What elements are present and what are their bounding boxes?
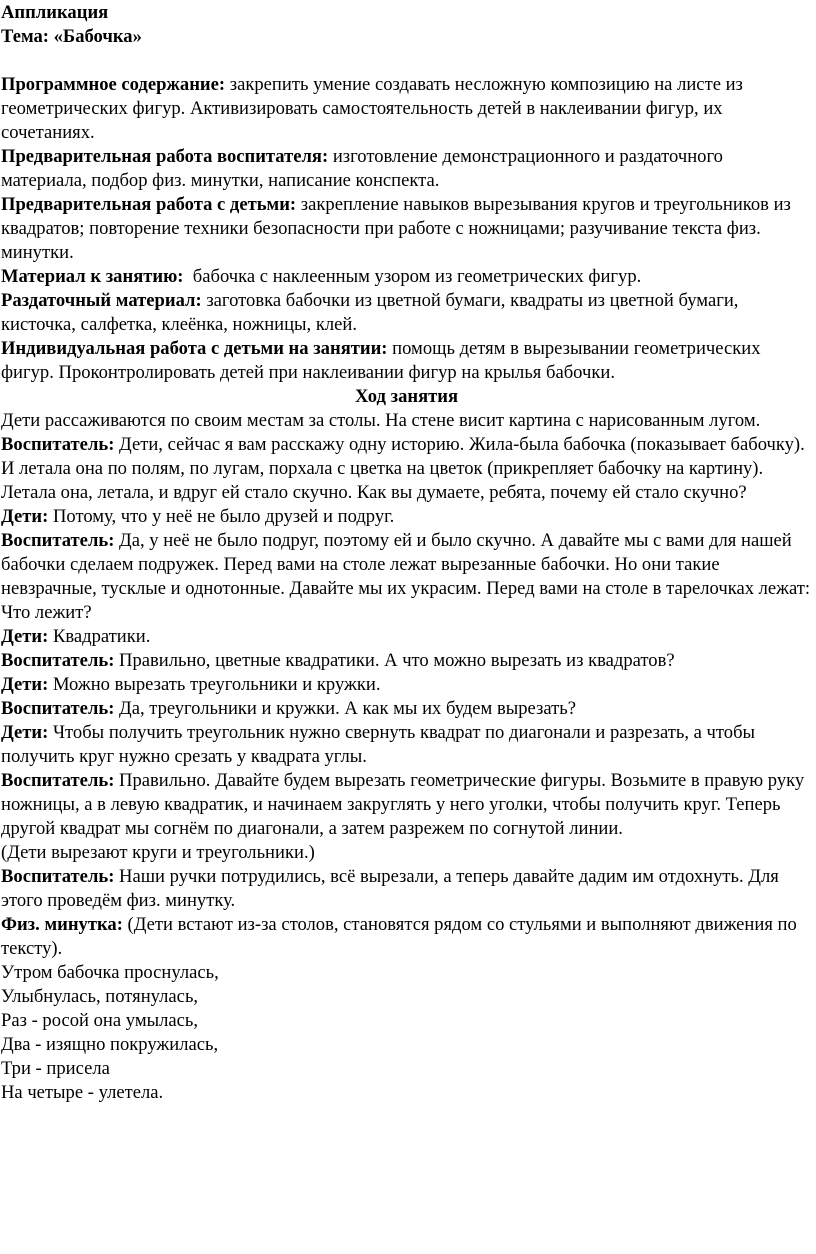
- speaker-label: Воспитатель:: [1, 650, 115, 671]
- dialogue-text: И летала она по полям, по лугам, порхала с цветка на цветок (прикрепляет бабочку на картину).: [1, 458, 764, 479]
- section-teacher-prep: [1, 145, 812, 193]
- section-label: Программное содержание:: [1, 74, 226, 95]
- doc-topic: Тема: «Бабочка»: [1, 26, 142, 47]
- section-children-prep: [1, 193, 812, 265]
- dialogue-line: [1, 457, 812, 481]
- speaker-label: Воспитатель:: [1, 866, 115, 887]
- section-material: [1, 265, 812, 289]
- dialogue-line: [1, 721, 812, 769]
- section-text: помощь детям в вырезывании геометрических фигур. Проконтролировать детей при наклеивании фигур на крылья бабочки.: [1, 338, 761, 383]
- speaker-label: Физ. минутка:: [1, 914, 123, 935]
- speaker-label: Дети:: [1, 674, 49, 695]
- speaker-label: Воспитатель:: [1, 698, 115, 719]
- section-text: закрепить умение создавать несложную композицию на листе из геометрических фигур. Активизировать самостоятельность детей в наклеивании фигур, их сочетаниях.: [1, 74, 743, 143]
- speaker-label: Воспитатель:: [1, 530, 115, 551]
- dialogue-line: [1, 625, 812, 649]
- verse-line: Два - изящно покружилась,: [1, 1034, 219, 1055]
- blank-line: [1, 49, 812, 73]
- speaker-label: Воспитатель:: [1, 434, 115, 455]
- section-label: Предварительная работа с детьми:: [1, 194, 297, 215]
- dialogue-line: [1, 649, 812, 673]
- section-label: Предварительная работа воспитателя:: [1, 146, 329, 167]
- dialogue-line: [1, 913, 812, 961]
- verse: [1, 961, 812, 1105]
- dialogue-text: Да, треугольники и кружки. А как мы их будем вырезать?: [114, 698, 576, 719]
- dialogue-text: Да, у неё не было подруг, поэтому ей и было скучно. А давайте мы с вами для нашей бабочки сделаем подружек. Перед вами на столе лежат вырезанные бабочки. Но они такие невзрачные, тусклые и однотонные. Давайте мы их украсим. Перед вами на столе в тарелочках лежат: Что лежит?: [1, 530, 811, 623]
- dialogue-text: Летала она, летала, и вдруг ей стало скучно. Как вы думаете, ребята, почему ей стало скучно?: [1, 482, 747, 503]
- dialogue-text: Правильно. Давайте будем вырезать геометрические фигуры. Возьмите в правую руку ножницы, а в левую квадратик, и начинаем закруглять у него уголки, чтобы получить круг. Теперь другой квадрат мы согнём по диагонали, а затем разрежем по согнутой линии.: [1, 770, 805, 839]
- section-text: заготовка бабочки из цветной бумаги, квадраты из цветной бумаги, кисточка, салфетка, клеёнка, ножницы, клей.: [1, 290, 739, 335]
- dialogue-text: Правильно, цветные квадратики. А что можно вырезать из квадратов?: [114, 650, 675, 671]
- section-individual: [1, 337, 812, 385]
- verse-line: Улыбнулась, потянулась,: [1, 986, 199, 1007]
- dialogue-text: Чтобы получить треугольник нужно свернуть квадрат по диагонали и разрезать, а чтобы получить круг нужно срезать у квадрата углы.: [1, 722, 756, 767]
- dialogue: [1, 409, 812, 961]
- verse-line: Раз - росой она умылась,: [1, 1010, 199, 1031]
- section-label: Индивидуальная работа с детьми на занятии:: [1, 338, 388, 359]
- section-text: закрепление навыков вырезывания кругов и треугольников из квадратов; повторение техники безопасности при работе с ножницами; разучивание текста физ. минутки.: [1, 194, 791, 263]
- sections: [1, 73, 812, 385]
- course-heading: Ход занятия: [354, 386, 459, 407]
- speaker-label: Воспитатель:: [1, 770, 115, 791]
- document-page: [1, 0, 812, 1105]
- speaker-label: Дети:: [1, 506, 49, 527]
- section-handout: [1, 289, 812, 337]
- dialogue-line: [1, 433, 812, 457]
- dialogue-line: [1, 673, 812, 697]
- dialogue-text: Потому, что у неё не было друзей и подруг.: [48, 506, 395, 527]
- verse-line: На четыре - улетела.: [1, 1082, 164, 1103]
- dialogue-text: (Дети встают из-за столов, становятся рядом со стульями и выполняют движения по тексту).: [1, 914, 797, 959]
- dialogue-text: Можно вырезать треугольники и кружки.: [48, 674, 381, 695]
- dialogue-text: Дети рассаживаются по своим местам за столы. На стене висит картина с нарисованным лугом.: [1, 410, 761, 431]
- dialogue-line: [1, 529, 812, 625]
- dialogue-line: [1, 697, 812, 721]
- speaker-label: Дети:: [1, 722, 49, 743]
- dialogue-text: Дети, сейчас я вам расскажу одну историю. Жила-была бабочка (показывает бабочку).: [114, 434, 805, 455]
- dialogue-text: Наши ручки потрудились, всё вырезали, а теперь давайте дадим им отдохнуть. Для этого проведём физ. минутку.: [1, 866, 779, 911]
- section-program: [1, 73, 812, 145]
- dialogue-line: [1, 769, 812, 841]
- section-text: бабочка с наклеенным узором из геометрических фигур.: [183, 266, 642, 287]
- dialogue-line: [1, 505, 812, 529]
- dialogue-line: [1, 409, 812, 433]
- dialogue-line: [1, 481, 812, 505]
- section-label: Материал к занятию:: [1, 266, 184, 287]
- section-label: Раздаточный материал:: [1, 290, 202, 311]
- section-text: изготовление демонстрационного и раздаточного материала, подбор физ. минутки, написание конспекта.: [1, 146, 723, 191]
- verse-line: Утром бабочка проснулась,: [1, 962, 219, 983]
- speaker-label: Дети:: [1, 626, 49, 647]
- dialogue-text: Квадратики.: [48, 626, 151, 647]
- dialogue-text: (Дети вырезают круги и треугольники.): [1, 842, 315, 863]
- doc-title: Аппликация: [1, 2, 109, 23]
- verse-line: Три - присела: [1, 1058, 110, 1079]
- dialogue-line: [1, 865, 812, 913]
- dialogue-line: [1, 841, 812, 865]
